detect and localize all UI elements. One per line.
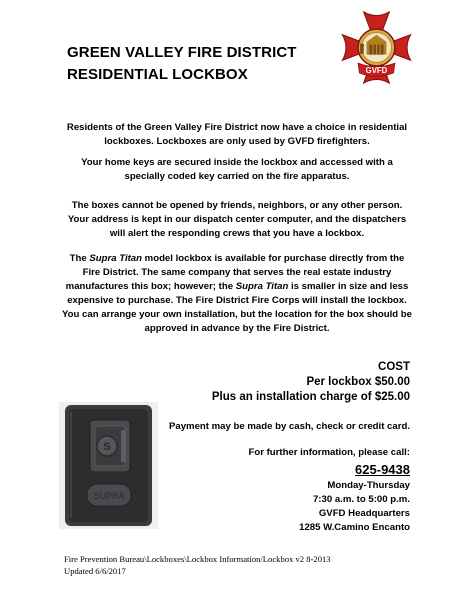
cost-heading: COST [378,361,410,373]
office-address: 1285 W.Camino Encanto [299,522,410,533]
title-line-1: GREEN VALLEY FIRE DISTRICT [67,44,297,61]
page-title [67,42,297,86]
footer-path: Fire Prevention Bureau\Lockboxes\Lockbox Information/Lockbox v2 8-2013 [64,554,331,564]
model-name: Supra Titan [89,253,143,264]
security-paragraph: The boxes cannot be opened by friends, neighbors, or any other person. Your address is kept in our dispatch center computer, and the dispatchers will alert the responding crews that you have a lockbox. [67,200,407,239]
logo-text: GVFD [365,66,388,76]
office-location: GVFD Headquarters [318,508,410,519]
model-name-2: Supra Titan [235,281,289,292]
office-hours: 7:30 a.m. to 5:00 p.m. [312,494,410,505]
footer-updated: Updated 6/6/2017 [64,566,126,576]
title-line-2: RESIDENTIAL LOCKBOX [67,66,248,83]
model-paragraph: The Supra Titan model lockbox is available for purchase directly from the Fire District. The same company that serves the real estate industry manufactures this box; however; the Supra Titan is smaller in size and less expensive to purchase. The Fire District Fire Corps will install the lockbox. You can arrange your own installation, but the location for the box should be approved in advance by the Fire District. [61,253,413,334]
phone-number: 625-9438 [355,462,410,477]
svg-text:S: S [103,441,111,453]
payment-info: Payment may be made by cash, check or credit card. [168,421,410,432]
contact-prompt: For further information, please call: [248,447,410,458]
svg-text:SUPRA: SUPRA [93,491,125,501]
intro-paragraph: Residents of the Green Valley Fire District now have a choice in residential lockboxes. Lockboxes are only used by GVFD firefighters. [66,122,408,147]
cost-installation: Plus an installation charge of $25.00 [211,391,410,403]
keys-paragraph: Your home keys are secured inside the lockbox and accessed with a specially coded key carried on the fire apparatus. [81,157,393,182]
office-days: Monday-Thursday [327,480,410,491]
lockbox-photo [59,402,158,529]
cost-per-lockbox: Per lockbox $50.00 [306,376,410,388]
gvfd-logo-icon [341,9,412,86]
